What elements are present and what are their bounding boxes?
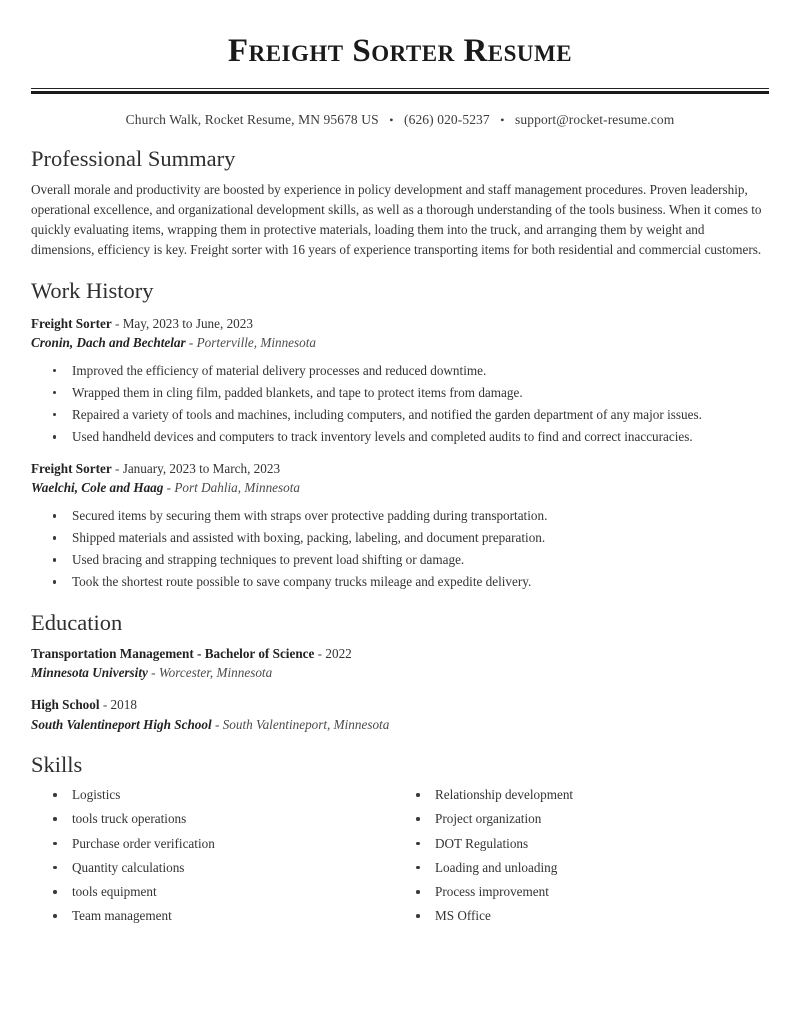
list-item: Relationship development [416,786,769,805]
degree-name: Transportation Management - Bachelor of Science [31,645,315,661]
contact-separator-2: • [500,113,505,127]
degree-dash: - [314,645,326,661]
degree-year: 2022 [325,645,352,661]
section-education [31,609,769,734]
school-location: South Valentineport, Minnesota [222,716,390,732]
contact-line [31,112,769,128]
skills-list-left [31,786,400,926]
skills-list-right [400,786,769,926]
list-item: Secured items by securing them with straps over protective padding during transportation. [53,506,769,526]
company-dash: - [185,334,197,350]
section-skills [31,751,769,932]
job-title: Freight Sorter [31,460,112,476]
list-item: Purchase order verification [53,835,400,854]
work-entry-company-line [31,333,769,352]
list-item: Used handheld devices and computers to track inventory levels and completed audits to find and correct inaccuracies. [53,427,769,447]
section-professional-summary [31,145,769,260]
school-location: Worcester, Minnesota [158,665,273,681]
company-name: Waelchi, Cole and Haag [31,479,164,495]
list-item: Team management [53,907,400,926]
list-item: Loading and unloading [416,859,769,878]
list-item: Wrapped them in cling film, padded blankets, and tape to protect items from damage. [53,383,769,403]
education-entry [31,644,769,683]
section-work-history [31,277,769,591]
work-entry-bullets [31,506,769,592]
resume-title: Freight Sorter Resume [227,33,573,69]
list-item: Shipped materials and assisted with boxing, packing, labeling, and document preparation. [53,528,769,548]
education-school-line [31,715,769,734]
list-item: Repaired a variety of tools and machines, including computers, and notified the garden department of any major issues. [53,405,769,425]
work-entry-company-line [31,478,769,497]
list-item: Process improvement [416,883,769,902]
company-dash: - [163,479,175,495]
company-location: Porterville, Minnesota [196,334,317,350]
job-title: Freight Sorter [31,315,112,331]
work-entry-title-line [31,314,769,333]
contact-email: support@rocket-resume.com [515,111,675,127]
list-item: MS Office [416,907,769,926]
skills-column-right [400,786,769,931]
school-name: South Valentineport High School [31,716,212,732]
education-degree-line [31,695,769,714]
list-item: tools truck operations [53,810,400,829]
list-item: Logistics [53,786,400,805]
contact-address: Church Walk, Rocket Resume, MN 95678 US [125,111,379,127]
education-school-line [31,663,769,682]
skills-column-left [31,786,400,931]
list-item: Project organization [416,810,769,829]
list-item: DOT Regulations [416,835,769,854]
school-name: Minnesota University [31,665,148,681]
degree-year: 2018 [110,697,137,713]
skills-columns [31,786,769,931]
title-dash: - [111,460,123,476]
job-dates: January, 2023 to March, 2023 [122,460,281,476]
job-dates: May, 2023 to June, 2023 [122,315,253,331]
section-heading-work-history: Work History [31,278,154,304]
section-heading-skills: Skills [31,752,83,777]
header-divider [31,88,769,94]
degree-dash: - [99,697,111,713]
list-item: tools equipment [53,883,400,902]
list-item: Improved the efficiency of material delivery processes and reduced downtime. [53,361,769,381]
degree-name: High School [31,697,100,713]
title-dash: - [111,315,123,331]
list-item: Took the shortest route possible to save company trucks mileage and expedite delivery. [53,572,769,592]
summary-text: Overall morale and productivity are boosted by experience in policy development and staff management procedures. Proven leadership, operational excellence, and organizational development skills, as well as a thorough understanding of the tools business. When it comes to quickly evaluating items, wrapping them in protective materials, loading them into the truck, and arranging them by weight and dimensions, efficiency is key. Freight sorter with 16 years of experience transporting items for both residential and commercial customers. [31,182,762,258]
company-name: Cronin, Dach and Bechtelar [31,334,186,350]
section-heading-summary: Professional Summary [31,146,236,171]
company-location: Port Dahlia, Minnesota [174,479,301,495]
contact-separator-1: • [389,113,394,127]
divider-rule-thick [31,91,769,94]
section-heading-education: Education [31,609,123,635]
education-entry [31,695,769,734]
work-entry [31,314,769,447]
school-dash: - [147,665,159,681]
work-entry-title-line [31,459,769,478]
education-degree-line [31,644,769,663]
contact-phone: (626) 020-5237 [404,111,490,127]
list-item: Used bracing and strapping techniques to prevent load shifting or damage. [53,550,769,570]
work-entry [31,459,769,592]
list-item: Quantity calculations [53,859,400,878]
school-dash: - [211,716,223,732]
work-entry-bullets [31,361,769,447]
